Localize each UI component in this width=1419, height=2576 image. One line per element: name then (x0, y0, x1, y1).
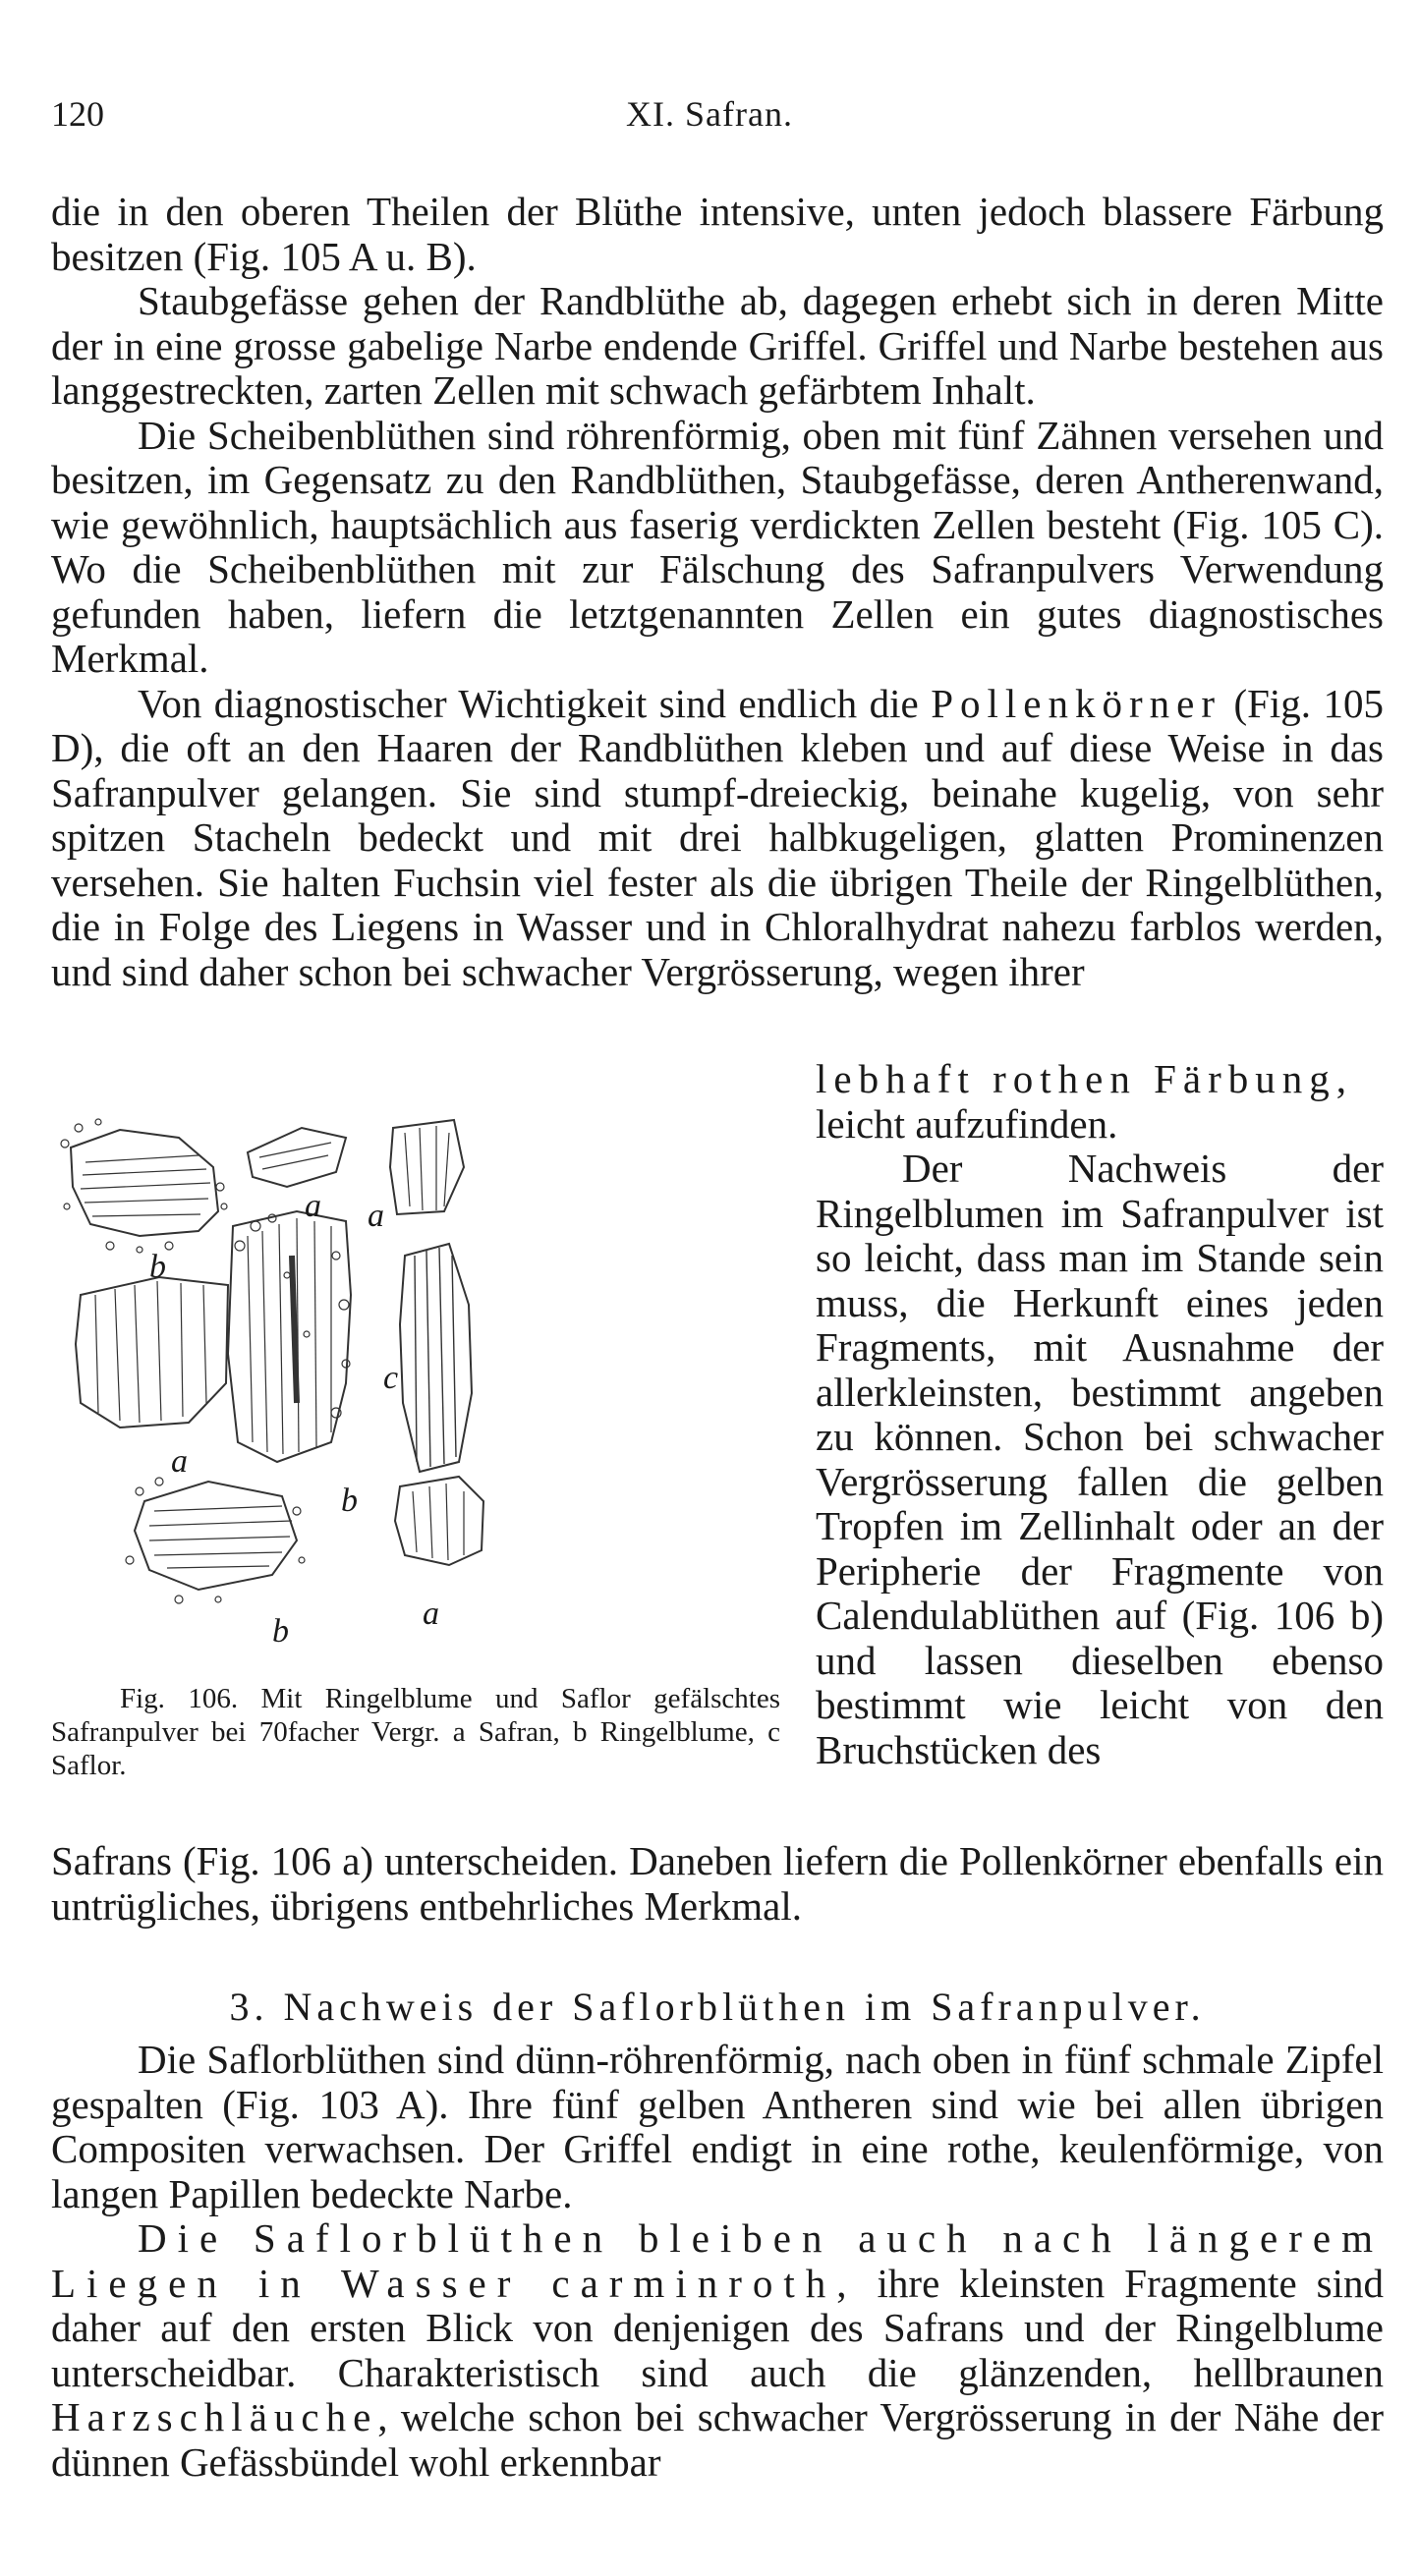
paragraph-2: Staubgefässe gehen der Randblüthe ab, dagegen erhebt sich in deren Mitte der in eine grosse gabelige Narbe endende Griffel. Griffel und Narbe bestehen aus langgestreckten, zarten Zellen mit schwach gefärbtem Inhalt. (51, 278, 1384, 413)
section-paragraph-1: Die Saflorblüthen sind dünn-röhrenförmig, nach oben in fünf schmale Zipfel gespalten (Fig. 103 A). Ihre fünf gelben Antheren sind wie bei allen übrigen Compositen verwachsen. Der Griffel endigt in eine rothe, keulenförmige, von langen Papillen bedeckte Narbe. (51, 2037, 1384, 2216)
text-run: Von diagnostischer Wichtigkeit sind endlich die (138, 680, 932, 726)
section-paragraph-2 (51, 2216, 1384, 2485)
spaced-line: lebhaft rothen Färbung, (816, 1056, 1353, 1101)
figure-106 (51, 1108, 790, 1678)
paragraph-right: Der Nachweis der Ringelblumen im Safranpulver ist so leicht, dass man im Stande sein muss, die Herkunft eines jeden Fragments, mit Ausnahme der allerkleinsten, bestimmt angeben zu können. Schon bei schwacher Vergrösserung fallen die gelben Tropfen im Zellinhalt oder an der Peripherie der Fragmente von Calendulablüthen auf (Fig. 106 b) und lassen dieselben ebenso bestimmt wie leicht von den Bruchstücken des (816, 1146, 1384, 1772)
fragment-a-bottom-right (395, 1477, 483, 1565)
top-text-block (51, 190, 1384, 994)
running-title: XI. Safran. (626, 94, 793, 134)
label-b: b (149, 1249, 166, 1285)
text-run: ihre kleinsten Fragmente sind daher auf den ersten Blick von denjenigen des Safrans und der Ringelblume unterscheidbar. Charakteristisch sind auch die glänzenden, hellbraunen (51, 2260, 1384, 2395)
label-a: a (171, 1443, 188, 1480)
caption-text: Fig. 106. Mit Ringelblume und Saflor gefälschtes Safranpulver bei 70facher Vergr. a Safran, b Ringelblume, c Saflor. (51, 1683, 780, 1781)
section-heading: 3. Nachweis der Saflorblüthen im Safranpulver. (229, 1985, 1206, 2029)
fragment-b-lines (81, 1155, 210, 1216)
page-header (51, 93, 1368, 142)
spaced-term-pollenkoerner: Pollenkörner (931, 680, 1221, 726)
continuation-line: Safrans (Fig. 106 a) unterscheiden. Daneben liefern die Pollenkörner ebenfalls ein untrügliches, übrigens entbehrliches Merkmal. (51, 1838, 1384, 1929)
fragment-a-small (248, 1128, 346, 1187)
text-run: (Fig. 105 D), die oft an den Haaren der Randblüthen kleben und auf diese Weise in das Safranpulver gelangen. Sie sind stumpf-dreieckig, beinahe kugelig, von sehr spitzen Stacheln bedeckt und mit drei halbkugeligen, glatten Prominenzen versehen. Sie halten Fuchsin viel fester als die übrigen Theile der Ringelblüthen, die in Folge des Liegens in Wasser und in Chloralhydrat nahezu farblos werden, und sind daher schon bei schwacher Vergrösserung, wegen ihrer (51, 680, 1384, 994)
label-a: a (423, 1596, 439, 1632)
paragraph-3: Die Scheibenblüthen sind röhrenförmig, oben mit fünf Zähnen versehen und besitzen, im Gegensatz zu den Randblüthen, Staubgefässe, deren Antherenwand, wie gewöhnlich, hauptsächlich aus faserig verdickten Zellen besteht (Fig. 105 C). Wo die Scheibenblüthen mit zur Fälschung des Safranpulvers Verwendung gefunden haben, liefern die letztgenannten Zellen ein gutes diagnostisches Merkmal. (51, 412, 1384, 681)
figure-caption (51, 1682, 780, 1782)
label-b: b (272, 1613, 289, 1650)
line-after: leicht aufzufinden. (816, 1100, 1118, 1147)
paragraph-4 (51, 682, 1384, 995)
right-column-text (816, 1057, 1384, 1772)
fragment-c (400, 1244, 472, 1472)
label-c: c (383, 1360, 399, 1396)
label-a: a (305, 1188, 321, 1224)
fragment-a-top-right (390, 1120, 464, 1214)
page-number: 120 (51, 94, 104, 134)
spaced-term-harzschlaeuche: Harzschläuche (51, 2394, 378, 2439)
fragment-b-center (228, 1211, 351, 1462)
label-a: a (368, 1198, 384, 1234)
paragraph-1: die in den oberen Theilen der Blüthe intensive, unten jedoch blassere Färbung besitzen (Fig. 105 A u. B). (51, 189, 1384, 279)
text-run: , welche schon bei schwacher Vergrösserung in der Nähe der dünnen Gefässbündel wohl erkennbar (51, 2394, 1384, 2485)
fragment-b-top-left (71, 1130, 218, 1236)
figure-illustration (51, 1108, 790, 1678)
spaced-phrase: Die Saflorblüthen bleiben auch nach längerem Liegen in Wasser carminroth, (51, 2215, 1384, 2306)
continuation-text (51, 1839, 1384, 1929)
fragment-b-bottom (135, 1482, 297, 1590)
section-3 (51, 1985, 1384, 2485)
label-b: b (341, 1483, 358, 1519)
